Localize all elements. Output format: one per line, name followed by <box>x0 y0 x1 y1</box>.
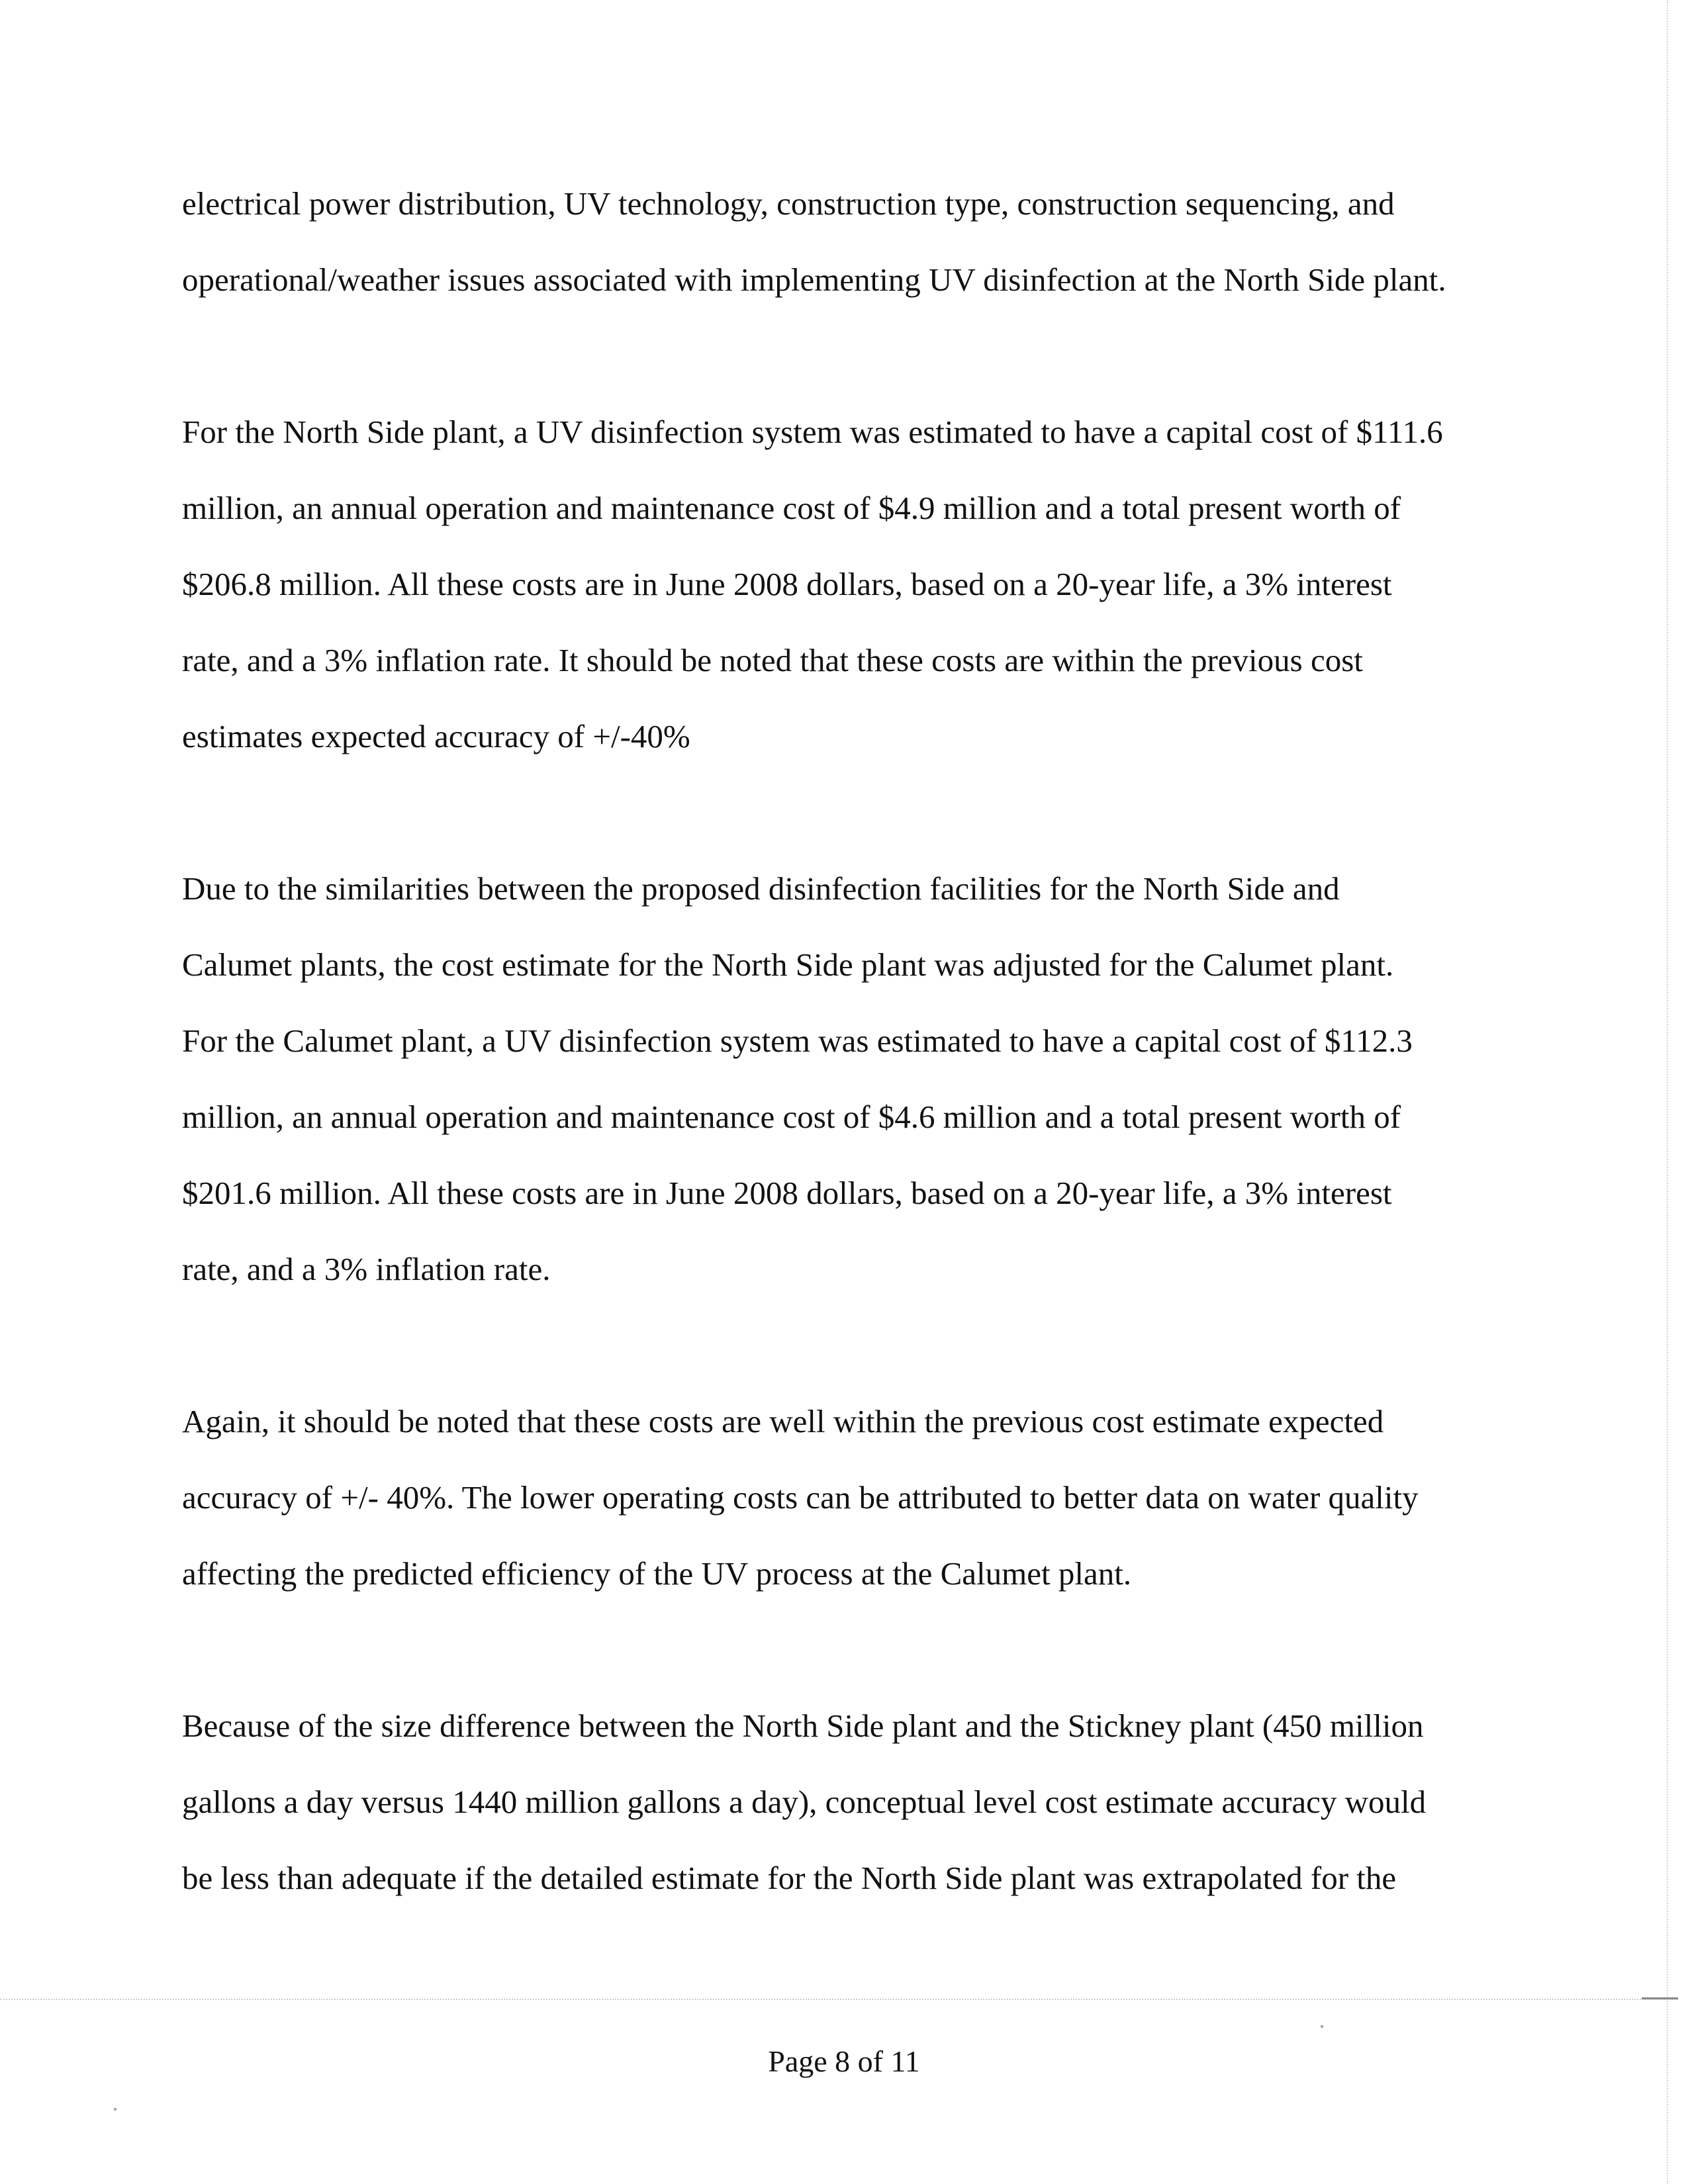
text-line: For the Calumet plant, a UV disinfection system was estimated to have a capital cost of $112.3 <box>182 1023 1413 1059</box>
scan-speck <box>114 2108 117 2111</box>
text-line: Calumet plants, the cost estimate for the North Side plant was adjusted for the Calumet plant. <box>182 946 1394 983</box>
text-line: Because of the size difference between the North Side plant and the Stickney plant (450 million <box>182 1707 1424 1744</box>
text-line: gallons a day versus 1440 million gallons a day), conceptual level cost estimate accuracy would <box>182 1784 1427 1820</box>
paragraph <box>182 850 1506 1307</box>
text-line: million, an annual operation and maintenance cost of $4.9 million and a total present worth of <box>182 490 1401 526</box>
text-line: accuracy of +/- 40%. The lower operating costs can be attributed to better data on water quality <box>182 1479 1419 1516</box>
text-line: million, an annual operation and maintenance cost of $4.6 million and a total present worth of <box>182 1099 1401 1135</box>
text-line: operational/weather issues associated with implementing UV disinfection at the North Side plant. <box>182 261 1446 298</box>
text-line: $206.8 million. All these costs are in June 2008 dollars, based on a 20-year life, a 3% interest <box>182 566 1392 602</box>
text-line: Again, it should be noted that these costs are well within the previous cost estimate expected <box>182 1403 1384 1439</box>
text-line: affecting the predicted efficiency of the UV process at the Calumet plant. <box>182 1555 1132 1592</box>
text-line: electrical power distribution, UV technology, construction type, construction sequencing, and <box>182 185 1395 222</box>
scan-speck <box>1321 2025 1323 2028</box>
text-line: For the North Side plant, a UV disinfection system was estimated to have a capital cost of $111.6 <box>182 414 1443 450</box>
body-text <box>182 165 1506 1992</box>
footer-divider-end <box>1642 1997 1678 1999</box>
paragraph <box>182 165 1506 318</box>
footer-divider <box>0 1999 1678 2000</box>
page-footer <box>0 2042 1688 2081</box>
paragraph <box>182 394 1506 774</box>
text-line: rate, and a 3% inflation rate. <box>182 1251 551 1287</box>
text-line: $201.6 million. All these costs are in June 2008 dollars, based on a 20-year life, a 3% interest <box>182 1175 1392 1211</box>
page-number: Page 8 of 11 <box>768 2044 920 2078</box>
text-line: be less than adequate if the detailed estimate for the North Side plant was extrapolated for the <box>182 1860 1397 1896</box>
text-line: Due to the similarities between the proposed disinfection facilities for the North Side and <box>182 870 1340 907</box>
paragraph <box>182 1383 1506 1612</box>
paragraph <box>182 1688 1506 1916</box>
text-line: rate, and a 3% inflation rate. It should be noted that these costs are within the previous cost <box>182 642 1363 678</box>
scan-edge-artifact <box>1667 0 1668 2184</box>
text-line: estimates expected accuracy of +/-40% <box>182 718 690 754</box>
